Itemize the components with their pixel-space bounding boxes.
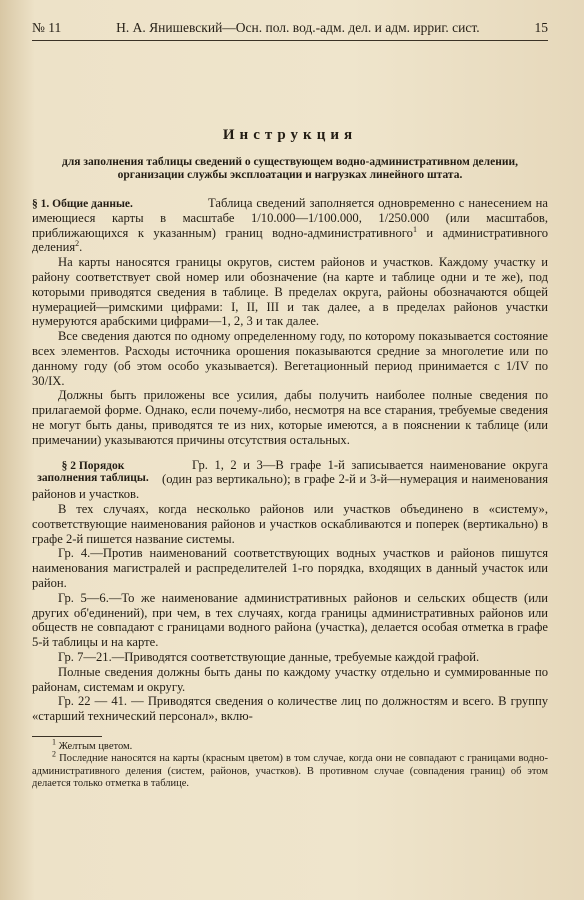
issue-number: № 11 bbox=[32, 20, 62, 35]
section1-heading: § 1. Общие данные. bbox=[32, 198, 133, 210]
page-number: 15 bbox=[534, 20, 548, 35]
section2-paragraph-3: Гр. 4.—Против наименований соответствующих водных участков и районов пишутся наименования магистралей и распределителей 1-го порядка, входящих в данный участок или район. bbox=[32, 546, 548, 590]
footnote-ref-2: 2 bbox=[75, 239, 80, 249]
author-and-title: Н. А. Янишевский—Осн. пол. вод.-адм. дел. и адм. ирриг. сист. bbox=[116, 20, 480, 35]
running-header bbox=[32, 20, 548, 41]
section1-paragraph-2: На карты наносятся границы округов, систем районов и участков. Каждому участку и району соответствует свой номер или обозначение (на карте и таблице одни и те же), под которыми приводятся сведения в таблице. В пределах округа, районы обозначаются общей нумерацией—римскими цифрами: I, II, III и так далее, а в пределах районов участки нумеруются арабскими цифрами—1, 2, 3 и так далее. bbox=[32, 255, 548, 329]
section2-heading: § 2 Порядок заполнения таблицы. bbox=[37, 459, 149, 485]
footnote-1: $^1$ Желтым цветом. bbox=[52, 737, 133, 752]
section1-paragraph-3: Все сведения даются по одному определенному году, по которому показывается состояние всех элементов. Расходы источника орошения показываются средние за многолетие или по данному году (об этом особо указывается). Вегетационный период принимается с 1/IV по 30/IX. bbox=[32, 329, 548, 388]
document-title: Инструкция bbox=[222, 127, 358, 143]
section-general-data bbox=[32, 196, 548, 448]
document-subtitle: для заполнения таблицы сведений о существующем водно-административном делении, организации службы эксплоатации и нагрузках линейного штата. bbox=[62, 156, 518, 181]
section2-paragraph-6: Полные сведения должны быть даны по каждому участку отдельно и суммированные по районам, системам и округу. bbox=[32, 664, 548, 694]
footnote-ref-1: 1 bbox=[412, 224, 417, 234]
section2-paragraph-4: Гр. 5—6.—То же наименование административных районов и сельских обществ (или других об'единений), при чем, в тех случаях, когда границы административных районов или обществ не совпадают с границами водного района (участка), делается особая отметка в графе 5-й таблицы и на карте. bbox=[32, 590, 548, 650]
section1-paragraph-1: § 1. Общие данные. Таблица сведений заполняется одновременно с нанесением на имеющиеся карты в масштабе 1/10.000—1/100.000, 1/250.000 (или масштабов, приближающихся к указанным) границ водно-административного$^1$ и административного деления$^2$. bbox=[32, 196, 548, 255]
section2-paragraph-1: § 2 Порядок заполнения таблицы. Гр. 1, 2 и 3—В графе 1-й записывается наименование округа (один раз вертикально); в графе 2-й и 3-й—нумерация и наименования районов и участков. bbox=[32, 457, 548, 502]
footnote-divider bbox=[32, 736, 102, 737]
footnotes bbox=[32, 737, 548, 791]
section-filling-order bbox=[32, 458, 548, 724]
footnote-2: $^2$ Последние наносятся на карты (красным цветом) в том случае, когда они не совпадают с границами водно-административного деления (систем, районов, участков). В противном случае (совпадения границ) об этом делается только отметка в таблице. bbox=[32, 749, 548, 790]
section2-paragraph-5: Гр. 7—21.—Приводятся соответствующие данные, требуемые каждой графой. bbox=[58, 649, 480, 664]
section2-paragraph-7: Гр. 22 — 41. — Приводятся сведения о количестве лиц по должностям и всего. В группу «старший технический персонал», вклю- bbox=[32, 694, 548, 724]
section2-paragraph-2: В тех случаях, когда несколько районов или участков объединено в «систему», соответствующие наименования районов и участков оскабливаются и поперек (вертикально) в графе 2-й пишется название системы. bbox=[32, 501, 548, 546]
section1-paragraph-4: Должны быть приложены все усилия, дабы получить наиболее полные сведения по прилагаемой форме. Однако, если почему-либо, несмотря на все старания, требуемые сведения не могут быть даны, приводятся те из них, которые имеются, а в пояснении к таблице (или примечании) указываются причины отсутствия остальных. bbox=[32, 388, 548, 447]
